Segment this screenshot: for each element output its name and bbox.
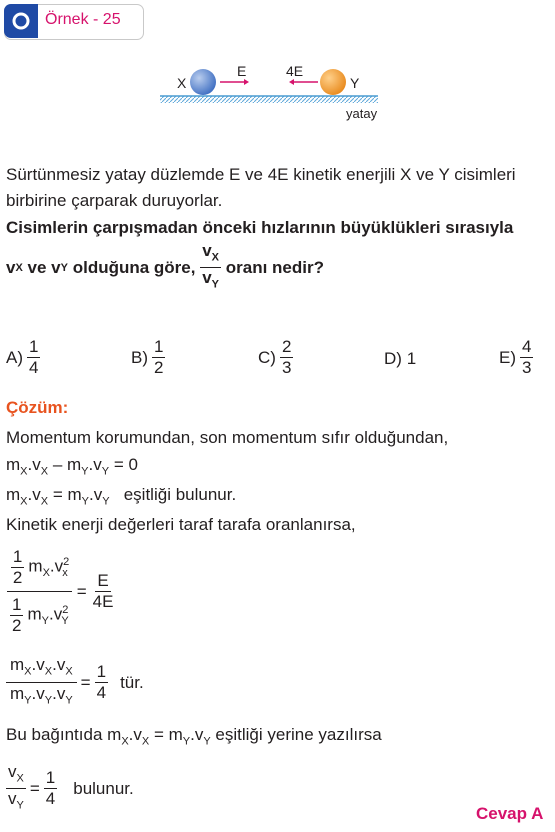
ratio-v-top: v xyxy=(202,241,212,260)
quarter-fraction xyxy=(95,663,108,702)
final-result-equation: $\frac{v_X}{v_Y}$ = $\frac{1}{4}$ bulunur. xyxy=(6,763,134,815)
option-a-fraction xyxy=(27,338,40,377)
option-e-label: E) xyxy=(499,347,516,367)
option-e-fraction xyxy=(520,338,533,377)
quarter-num: 1 xyxy=(96,662,107,682)
tur-text: tür. xyxy=(120,672,144,692)
label-4e: 4E xyxy=(286,63,304,79)
solution-line-3: Kinetik enerji değerleri taraf tarafa oranlanırsa, xyxy=(6,515,356,534)
option-c-num: 2 xyxy=(281,337,292,356)
momentum-equation-1: $m_X.v_X - m_Y.v_Y = 0$ xyxy=(6,455,138,478)
sub-x: X xyxy=(15,261,23,274)
option-d-label: D) xyxy=(384,349,402,368)
option-b-den: 2 xyxy=(154,358,164,377)
solution-title: Çözüm: xyxy=(6,398,69,417)
v-symbol: v xyxy=(6,257,16,277)
collision-figure xyxy=(150,58,390,122)
badge-icon-box xyxy=(4,4,38,38)
bulunur-text: bulunur. xyxy=(73,778,134,798)
label-y: Y xyxy=(350,75,360,91)
v-symbol-2: v xyxy=(51,257,61,277)
label-yatay: yatay xyxy=(346,106,378,121)
option-c-fraction xyxy=(280,338,293,377)
final-velocity-fraction: $\frac{v_X}{v_Y}$ xyxy=(8,762,24,812)
momentum-equation-2: $m_X.v_X = m_Y.v_Y$ eşitliği bulunur. xyxy=(6,485,237,508)
option-c[interactable] xyxy=(258,338,293,377)
simplified-ratio-equation: $\frac{m_X.v_X.v_X}{m_Y.v_Y.v_Y}$ = $\frac{1}{4}$ tür. xyxy=(6,656,144,710)
option-a-den: 4 xyxy=(29,358,39,377)
option-e-den: 3 xyxy=(522,358,532,377)
option-c-label: C) xyxy=(258,347,276,367)
ball-x xyxy=(190,69,216,95)
option-a[interactable] xyxy=(6,338,40,377)
final-den: 4 xyxy=(45,789,56,809)
final-num: 1 xyxy=(45,768,56,788)
ring-icon xyxy=(11,11,31,31)
arrow-left-head xyxy=(289,79,294,85)
mv-ratio-fraction: $\frac{m_X.v_X.v_X}{m_Y.v_Y.v_Y}$ xyxy=(6,656,77,710)
half-num-bottom: 1 xyxy=(12,595,22,614)
half-den-bottom: 2 xyxy=(12,616,22,635)
ratio-sub-y: Y xyxy=(211,278,220,291)
option-d[interactable] xyxy=(384,346,416,372)
question-bold-line-2 xyxy=(6,242,324,294)
kinetic-ratio-equation: $\frac{1}{2}$ $m_X.v^2_x$ $\frac{1}{2}$ $m_Y.v^2_Y$ = $\frac{E}{4E}$ xyxy=(6,548,115,635)
question-line-2: birbirine çarparak duruyorlar. xyxy=(6,191,223,210)
answer-label: Cevap A xyxy=(476,804,544,823)
option-e[interactable] xyxy=(499,338,533,377)
option-b-fraction xyxy=(152,338,165,377)
mid-text: olduğuna göre, xyxy=(67,257,201,277)
energy-den: 4E xyxy=(92,592,114,611)
option-b-num: 1 xyxy=(154,337,164,356)
ratio-sub-x: X xyxy=(211,251,220,264)
option-a-label: A) xyxy=(6,347,23,367)
quarter-den: 4 xyxy=(96,683,107,703)
final-quarter-fraction xyxy=(44,769,57,808)
option-b[interactable] xyxy=(131,338,165,377)
end-text: oranı nedir? xyxy=(221,257,324,277)
option-e-num: 4 xyxy=(522,337,532,356)
example-label: Örnek - 25 xyxy=(45,11,121,28)
half-num-top: 1 xyxy=(12,547,23,566)
label-e: E xyxy=(237,63,247,79)
option-a-num: 1 xyxy=(29,337,39,356)
ve-text: ve xyxy=(22,257,52,277)
substitution-line: Bu bağıntıda $m_X.v_X = m_Y.v_Y$ eşitliği yerine yazılırsa xyxy=(6,725,382,748)
energy-ratio-fraction xyxy=(91,572,116,611)
half-den-top: 2 xyxy=(12,568,23,587)
solution-line-1: Momentum korumundan, son momentum sıfır olduğundan, xyxy=(6,428,449,447)
ratio-v-bottom: v xyxy=(202,268,212,288)
label-x: X xyxy=(177,75,187,91)
ball-y xyxy=(320,69,346,95)
question-bold-line-1: Cisimlerin çarpışmadan önceki hızlarının büyüklükleri sırasıyla xyxy=(6,218,514,237)
option-d-value: 1 xyxy=(406,349,417,368)
energy-num: E xyxy=(97,571,109,590)
kinetic-compound-fraction: $\frac{1}{2}$ $m_X.v^2_x$ $\frac{1}{2}$ $m_Y.v^2_Y$ xyxy=(6,548,73,635)
option-c-den: 3 xyxy=(281,358,292,377)
arrow-right-head xyxy=(244,79,249,85)
sub-y: Y xyxy=(60,261,68,274)
surface-hatch xyxy=(160,96,378,103)
question-line-1: Sürtünmesiz yatay düzlemde E ve 4E kinetik enerjili X ve Y cisimleri xyxy=(6,165,516,184)
option-b-label: B) xyxy=(131,347,148,367)
velocity-ratio-fraction xyxy=(200,242,221,294)
